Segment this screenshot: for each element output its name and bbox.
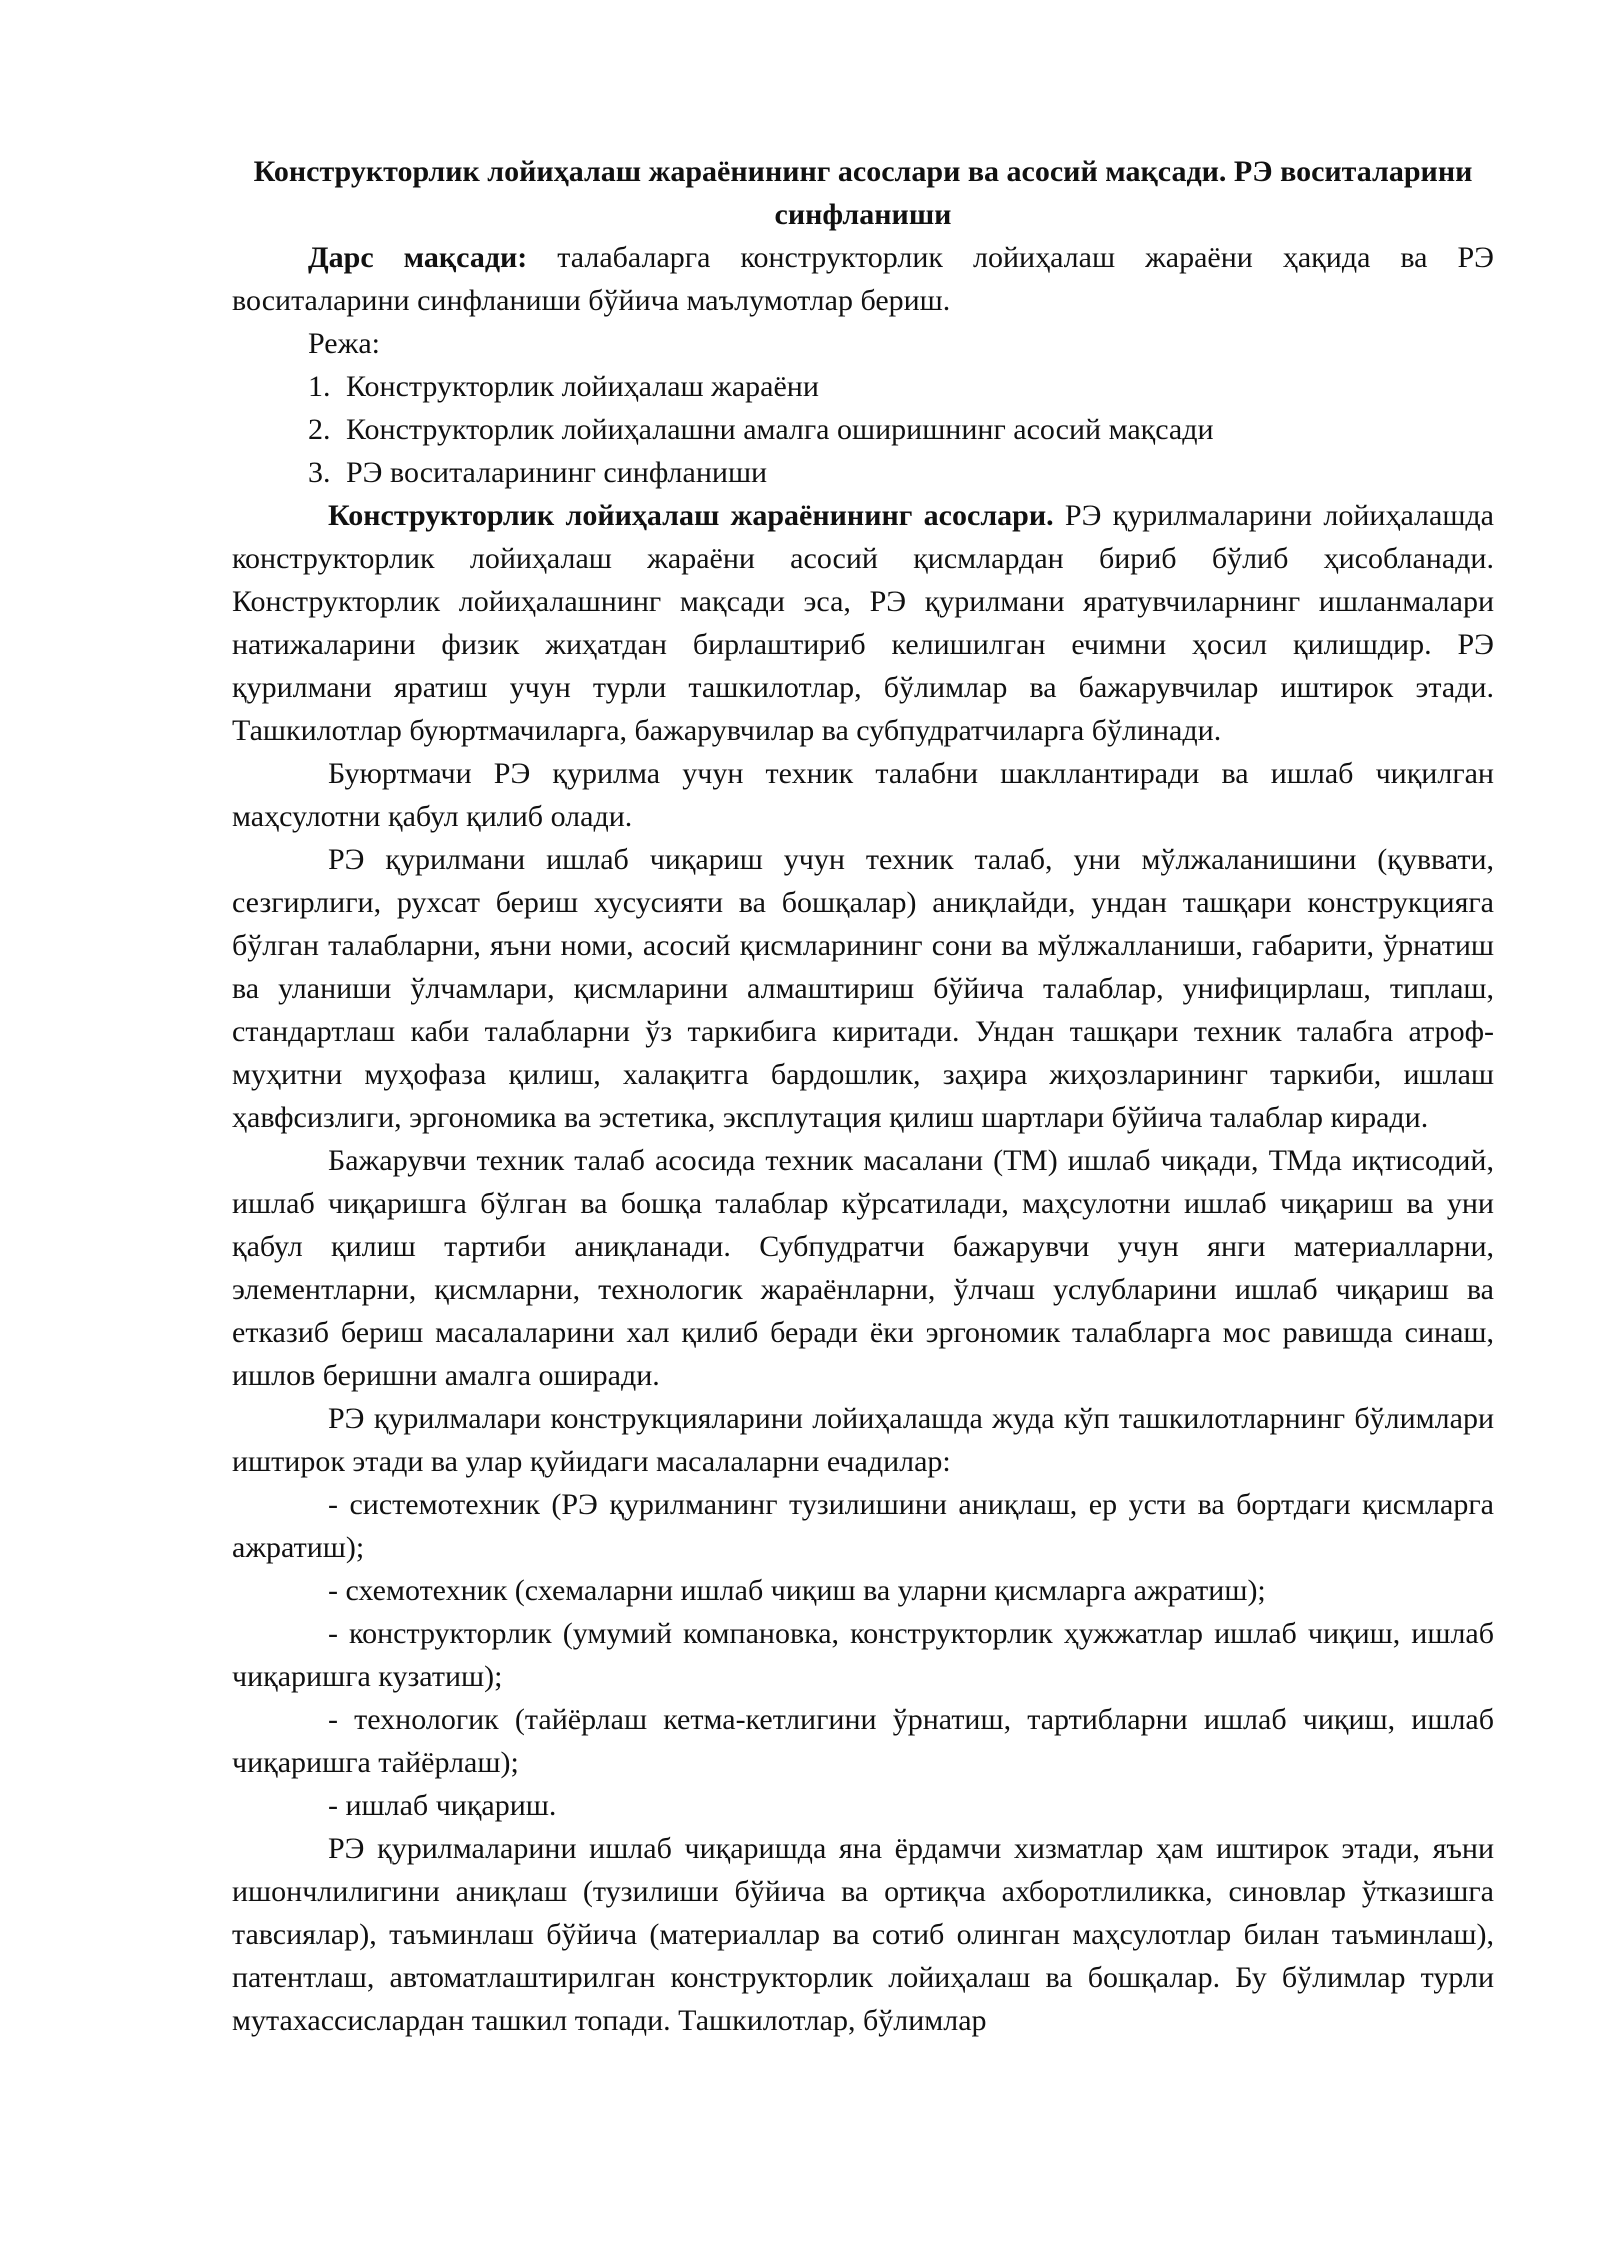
body-paragraph: Бажарувчи техник талаб асосида техник масалани (ТМ) ишлаб чиқади, ТМда иқтисодий, ишлаб чиқаришга бўлган ва бошқа талаблар кўрсатилади, маҳсулотни ишлаб чиқариш ва уни қабул қилиш тартиби аниқланади. Субпудратчи бажарувчи учун янги материалларни, элементларни, қисмларни, технологик жараёнларни, ўлчаш услубларини ишлаб чиқариш ва етказиб бериш масалаларини хал қилиб беради ёки эргономик талабларга мос равишда синаш, ишлов беришни амалга оширади.	[232, 1144, 1494, 1392]
section1-text: РЭ қурилмаларини лойиҳалашда конструкторлик лойиҳалаш жараёни асосий қисмлардан бириб бўлиб ҳисобланади. Конструкторлик лойиҳалашнинг мақсади эса, РЭ қурилмани яратувчиларнинг ишланмалари натижаларини физик жиҳатдан бирлаштириб келишилган ечимни ҳосил қилишдир. РЭ қурилмани яратиш учун турли ташкилотлар, бўлимлар ва бажарувчилар иштирок этади. Ташкилотлар буюртмачиларга, бажарувчилар ва субпудратчиларга бўлинади.	[232, 499, 1494, 747]
task-item: - ишлаб чиқариш.	[328, 1789, 557, 1822]
document-page	[232, 150, 1494, 2042]
plan-item-number: 2.	[308, 413, 331, 446]
goal-paragraph	[232, 236, 1494, 322]
plan-item-text: Конструкторлик лойиҳалаш жараёни	[346, 370, 819, 403]
plan-item	[232, 408, 1494, 451]
plan-item-number: 3.	[308, 456, 331, 489]
body-paragraph: РЭ қурилмани ишлаб чиқариш учун техник талаб, уни мўлжаланишини (қуввати, сезгирлиги, рухсат бериш хусусияти ва бошқалар) аниқлайди, ундан ташқари конструкцияга бўлган талабларни, яъни номи, асосий қисмларининг сони ва мўлжалланиши, габарити, ўрнатиш ва уланиши ўлчамлари, қисмларини алмаштириш бўйича талаблар, унифицирлаш, типлаш, стандартлаш каби талабларни ўз таркибига киритади. Ундан ташқари техник талабга атроф-муҳитни муҳофаза қилиш, халақитга бардошлик, заҳира жиҳозларининг таркиби, ишлаш ҳавфсизлиги, эргономика ва эстетика, эксплутация қилиш шартлари бўйича талаблар киради.	[232, 843, 1494, 1134]
plan-item	[232, 451, 1494, 494]
section1-paragraph	[232, 494, 1494, 752]
task-item: - конструкторлик (умумий компановка, конструкторлик ҳужжатлар ишлаб чиқиш, ишлаб чиқаришга кузатиш);	[232, 1617, 1494, 1693]
final-paragraph: РЭ қурилмаларини ишлаб чиқаришда яна ёрдамчи хизматлар ҳам иштирок этади, яъни ишончлилигини аниқлаш (тузилиши бўйича ва ортиқча ахборотлиликка, синовлар ўтказишга тавсиялар), таъминлаш бўйича (материаллар ва сотиб олинган маҳсулотлар билан таъминлаш), патентлаш, автоматлаштирилган конструкторлик лойиҳалаш ва бошқалар. Бу бўлимлар турли мутахассислардан ташкил топади. Ташкилотлар, бўлимлар	[232, 1832, 1494, 2037]
goal-label: Дарс мақсади:	[308, 241, 528, 274]
plan-item-number: 1.	[308, 370, 331, 403]
page-title: Конструкторлик лойиҳалаш жараёнининг асослари ва асосий мақсади. РЭ воситаларини синфланиши	[253, 155, 1473, 231]
plan-item-text: Конструкторлик лойиҳалашни амалга оширишнинг асосий мақсади	[346, 413, 1214, 446]
body-paragraph: Буюртмачи РЭ қурилма учун техник талабни шакллантиради ва ишлаб чиқилган маҳсулотни қабул қилиб олади.	[232, 757, 1494, 833]
task-item: - системотехник (РЭ қурилманинг тузилишини аниқлаш, ер усти ва бортдаги қисмларга ажратиш);	[232, 1488, 1494, 1564]
goal-text: талабаларга конструкторлик лойиҳалаш жараёни ҳақида ва РЭ воситаларини синфланиши бўйича маълумотлар бериш.	[232, 241, 1494, 317]
section1-label: Конструкторлик лойиҳалаш жараёнининг асослари.	[328, 499, 1054, 532]
body-paragraph: РЭ қурилмалари конструкцияларини лойиҳалашда жуда кўп ташкилотларнинг бўлимлари иштирок этади ва улар қуйидаги масалаларни ечадилар:	[232, 1402, 1494, 1478]
plan-item	[232, 365, 1494, 408]
plan-heading: Режа:	[308, 327, 380, 360]
task-item: - технологик (тайёрлаш кетма-кетлигини ўрнатиш, тартибларни ишлаб чиқиш, ишлаб чиқаришга тайёрлаш);	[232, 1703, 1494, 1779]
plan-item-text: РЭ воситаларининг синфланиши	[346, 456, 768, 489]
task-item: - схемотехник (схемаларни ишлаб чиқиш ва уларни қисмларга ажратиш);	[328, 1574, 1266, 1607]
